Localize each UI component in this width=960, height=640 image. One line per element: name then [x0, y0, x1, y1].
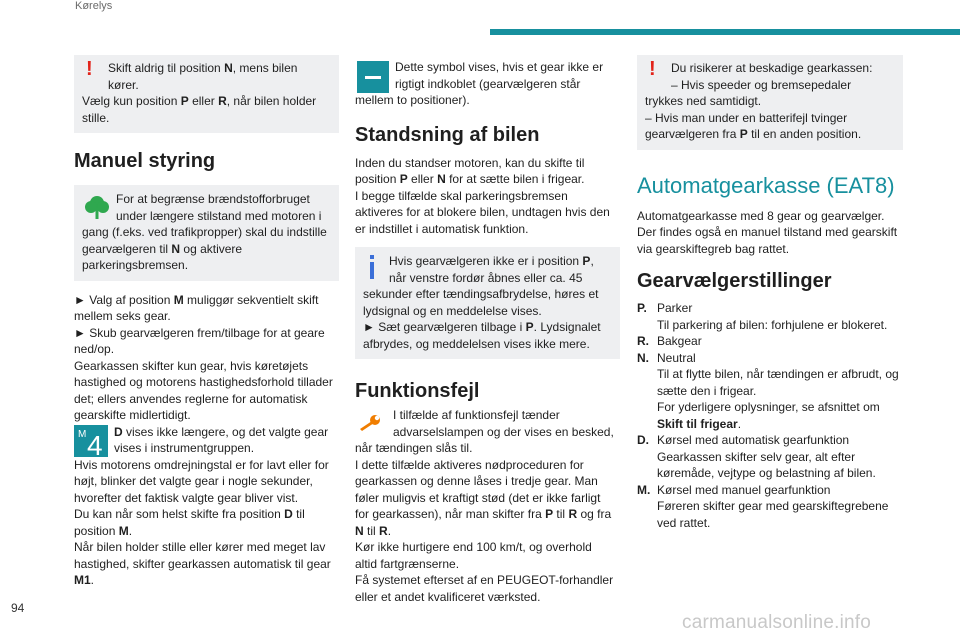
column-1: [74, 55, 339, 589]
manual-body: ► Valg af position M muliggør sekventielt skift mellem seks gear. ► Skub gearvælgeren frem/tilbage for at geare ned/op. Gearkassen skifter kun gear, hvis køretøjets hastighed og motorens hastighedsforhold tillader det; ellers anvendes reglerne for automatisk gearskifte midlertidigt. M 4 D vises ikke længere, og det valgte gear vises i instrumentgruppen. Hvis motorens omdrejningstal er for lavt eller for højt, blinker det valgte gear i nogle sekunder, hvorefter det faktisk valgte gear bliver vist. Du kan når som helst skifte fra position D til position M. Når bilen holder stille eller kører med meget lav hastighed, skifter gearkassen automatisk til gear M1.: [74, 292, 333, 587]
warning-box-damage: ! Du risikerer at beskadige gearkassen: – Hvis speeder og bremsepedaler trykkes ned samtidigt. – Hvis man under en batterifejl tvinger gearvælgeren fra P til en anden position.: [637, 55, 903, 150]
gear-display-icon: [74, 425, 108, 457]
header-accent-bar: [490, 29, 960, 35]
section-title-stopping: Standsning af bilen: [355, 123, 540, 146]
malfunction-note: I tilfælde af funktionsfejl tænder advarselslampen og der vises en besked,: [355, 407, 620, 440]
section-title-automatic: Automatgearkasse (EAT8): [637, 172, 895, 198]
wrench-icon: [355, 409, 385, 439]
section-title-manual: Manuel styring: [74, 150, 216, 172]
list-item: D. Kørsel med automatisk gearfunktion Gearkassen skifter selv gear, alt efter køremåde, vejtype og belastning af bilen.: [637, 433, 876, 480]
section-title-positions: Gearvælgerstillinger: [637, 270, 832, 292]
svg-text:4: 4: [87, 429, 103, 457]
eco-tree-icon: [84, 194, 110, 220]
info-box-parking: Hvis gearvælgeren ikke er i position P, når venstre fordør åbnes eller ca. 45 sekunder efter tændingsafbrydelse, høres et lydsignal og en meddelelse vises. ► Sæt gearvælgeren tilbage i P. Lydsignalet afbrydes, og meddelelsen vises ikke mere.: [355, 247, 620, 359]
section-title-malfunction: Funktionsfejl: [355, 380, 480, 402]
info-icon: [367, 255, 377, 279]
warning-icon: !: [86, 58, 93, 80]
page-number: 94: [11, 601, 25, 615]
eco-box: For at begrænse brændstofforbruget under længere stilstand med motoren i gang (f.eks. ved trafikpropper) skal du indstille gearvælgeren til N og aktivere parkeringsbremsen.: [74, 185, 339, 281]
warning-icon: !: [649, 58, 656, 80]
svg-text:M: M: [78, 428, 87, 440]
list-item: N. Neutral Til at flytte bilen, når tændingen er afbrudt, og sætte den i frigear. For yderligere oplysninger, se afsnittet om Skift til frigear.: [637, 350, 899, 431]
list-item: P. Parker Til parkering af bilen: forhjulene er blokeret.: [637, 301, 888, 332]
list-item: M. Kørsel med manuel gearfunktion Føreren skifter gear med gearskiftegrebene ved rattet.: [637, 482, 889, 530]
list-item: R. Bakgear: [637, 334, 702, 348]
gear-symbol-note: Dette symbol vises, hvis et gear ikke er rigtigt indkoblet (gearvælgeren står: [355, 59, 620, 92]
gear-undefined-icon: [357, 61, 389, 93]
column-3: ! Du risikerer at beskadige gearkassen: – Hvis speeder og bremsepedaler trykkes ned samtidigt. – Hvis man under en batterifejl tvinger gearvælgeren fra P til en anden position. Automatgearkasse (EAT8) Automatgearkasse med 8 gear og gearvælger. Der findes også en manuel tilstand med gearskift via gearskiftegreb bag rattet. Gearvælgerstillinger P. Parker Til parkering af bilen: forhjulene er blokeret. R. Bakgear N. Neutral Til at flytte bilen, når tændingen er afbrudt, og sætte den i frigear. For yderligere oplysninger, se afsnittet om Skift til frigear. D. Kørsel med automatisk gearfunktion Gearkassen skifter selv gear, alt efter køremåde, vejtype og belastning af bilen. M. Kørsel med manuel gearfunktion Føreren skifter gear med gearskiftegrebene ved rattet.: [637, 55, 903, 531]
column-2: Dette symbol vises, hvis et gear ikke er rigtigt indkoblet (gearvælgeren står mellem to positioner). Standsning af bilen Inden du standser motoren, kan du skifte til position P eller N for at sætte bilen i frigear. I begge tilfælde skal parkeringsbremsen aktiveres for at blokere bilen, undtagen hvis den er indstillet i automatisk funktion. Hvis gearvælgeren ikke er i position P, når venstre fordør åbnes eller ca. 45 sekunder efter tændingsafbrydelse, høres et lydsignal og en meddelelse vises. ► Sæt gearvælgeren tilbage i P. Lydsignalet afbrydes, og meddelelsen vises ikke mere. Funktionsfejl I tilfælde af funktionsfejl tænder advarselslampen og der vises en besked, når tændingen slås til. I dette tilfælde aktiveres nødproceduren for gearkassen og denne låses i tredje gear. Man føler muligvis et kraftigt stød (det er ikke farligt for gearkassen), når man skifter fra P til R og fra N til R. Kør ikke hurtigere end 100 km/t, og overhold altid fartgrænserne. Få systemet efterset af en PEUGEOT-forhandler eller et andet kvalificeret værksted.: [355, 55, 620, 605]
warning-box-position: ! Skift aldrig til position N, mens bilen kører. Vælg kun position P eller R, når bilen holder stille.: [74, 55, 339, 133]
running-header: Kørelys: [75, 0, 113, 12]
gear-position-list: [637, 300, 903, 531]
watermark: carmanualsonline.info: [682, 612, 872, 633]
